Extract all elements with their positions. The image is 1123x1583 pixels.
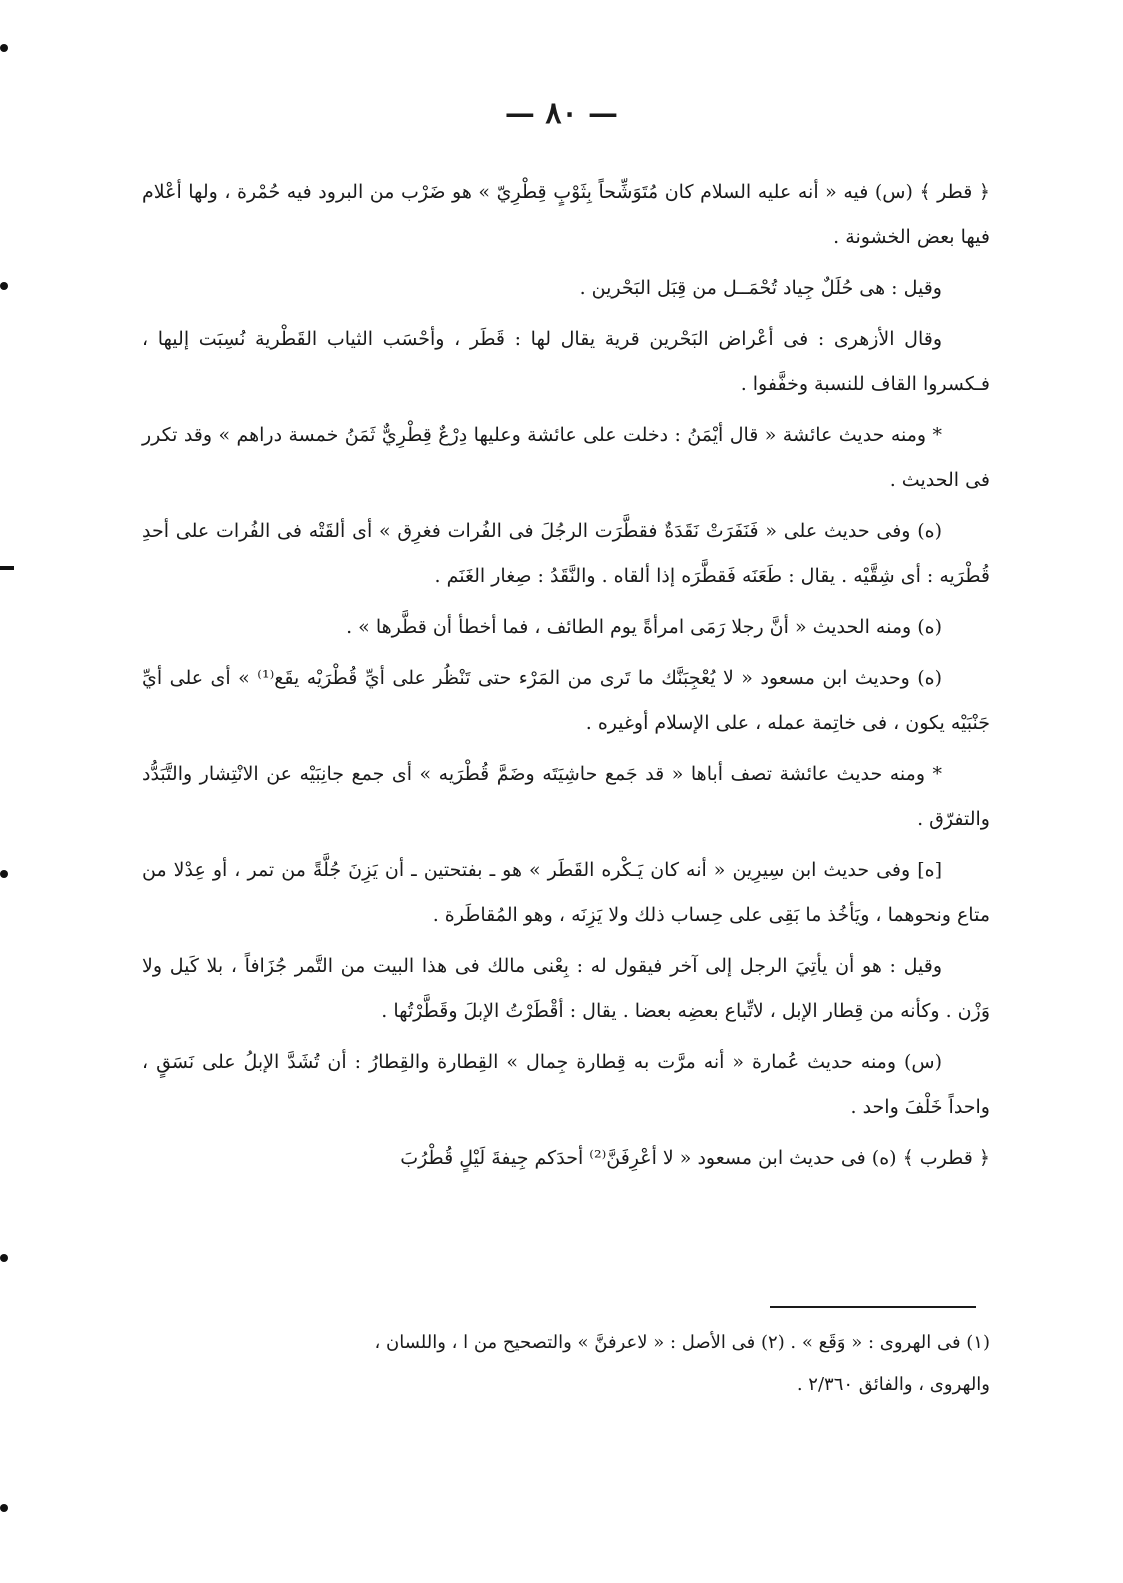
footnote-line: والهروى ، والفائق ٢/٣٦٠ . <box>796 1374 990 1395</box>
paragraph: (ه) وحديث ابن مسعود « لا يُعْجِبَنَّك ما تَرى من المَرْء حتى تَنْظُر على أيِّ قُطْرَيْه يقَع⁽¹⁾ » أى على أيِّ جَنْبَيْه يكون ، فى خاتِمة عمله ، على الإسلام أوغيره . <box>142 667 990 734</box>
paragraph: * ومنه حديث عائشة « قال أيْمَنُ : دخلت على عائشة وعليها دِرْعٌ قِطْرِيٌّ ثَمَنُ خمسة دراهم » وقد تكرر فى الحديث . <box>142 424 990 491</box>
margin-mark <box>0 566 14 570</box>
footnote-line: (١) فى الهروى : « وَقَع » . (٢) فى الأصل : « لاعرفنَّ » والتصحيح من ا ، واللسان ، <box>374 1332 990 1353</box>
paragraph: وقيل : هو أن يأتِيَ الرجل إلى آخر فيقول له : بِعْنى مالك فى هذا البيت من التَّمر جُزَافاً ، بلا كَيل ولا وَزْن . وكأنه من قِطار الإبل ، لاتِّباع بعضِه بعضا . يقال : أقْطَرْتُ الإبلَ وقَطَّرْتُها . <box>142 955 990 1022</box>
paragraph: ﴿ قطرب ﴾ (ه) فى حديث ابن مسعود « لا أعْرِفَنَّ⁽²⁾ أحدَكم جِيفةَ لَيْلٍ قُطْرُبَ <box>400 1147 990 1169</box>
margin-mark <box>0 44 8 52</box>
body-text <box>142 170 990 1187</box>
paragraph: وقيل : هى حُلَلٌ جِياد تُحْمَــل من قِبَل البَحْرين . <box>579 277 942 299</box>
paragraph: (ه) ومنه الحديث « أنَّ رجلا رَمَى امرأةً يوم الطائف ، فما أخطأ أن قطَّرها » . <box>346 616 942 638</box>
margin-mark <box>0 1254 8 1262</box>
paragraph: (ه) وفى حديث على « فَنَفَرَتْ نَقَدَةٌ فقطَّرَت الرجُلَ فى الفُرات فغرِق » أى ألقَتْه فى الفُرات على أحدِ قُطْرَيه : أى شِقَّيْه . يقال : طَعَنَه فَقطَّرَه إذا ألقاه . والنَّقَدُ : صِغار الغَنَم . <box>142 520 990 587</box>
paragraph: ﴿ قطر ﴾ (س) فيه « أنه عليه السلام كان مُتَوَشِّحاً بِثَوْبٍ قِطْرِيّ » هو ضَرْب من البرود فيه حُمْرة ، ولها أعْلام فيها بعض الخشونة . <box>142 181 990 248</box>
paragraph: [ه] وفى حديث ابن سِيرِين « أنه كان يَـكْره القَطَر » هو ـ بفتحتين ـ أن يَزِنَ جُلَّةً من تمر ، أو عِدْلا من متاع ونحوهما ، ويَأخُذ ما بَقِى على حِساب ذلك ولا يَزِنَه ، وهو المُقاطَرة . <box>142 859 990 926</box>
margin-mark <box>0 282 8 290</box>
footnote-divider <box>770 1306 976 1308</box>
paragraph: وقال الأزهرى : فى أعْراض البَحْرين قرية يقال لها : قَطَر ، وأحْسَب الثياب القَطْرية نُسِبَت إليها ، فـكسروا القاف للنسبة وخفَّفوا . <box>142 328 990 395</box>
paragraph: (س) ومنه حديث عُمارة « أنه مرَّت به قِطارة جِمال » القِطارة والقِطارُ : أن تُشَدَّ الإبلُ على نَسَقٍ ، واحداً خَلْفَ واحد . <box>142 1051 990 1118</box>
paragraph: * ومنه حديث عائشة تصف أباها « قد جَمع حاشِيَتَه وضَمَّ قُطْرَيه » أى جمع جانِبَيْه عن الانْتِشار والتَّبَدُّد والتفرّق . <box>142 763 990 830</box>
footnotes <box>142 1322 990 1406</box>
margin-mark <box>0 1504 8 1512</box>
margin-mark <box>0 870 8 878</box>
page-number: — ٨٠ — <box>504 96 619 131</box>
